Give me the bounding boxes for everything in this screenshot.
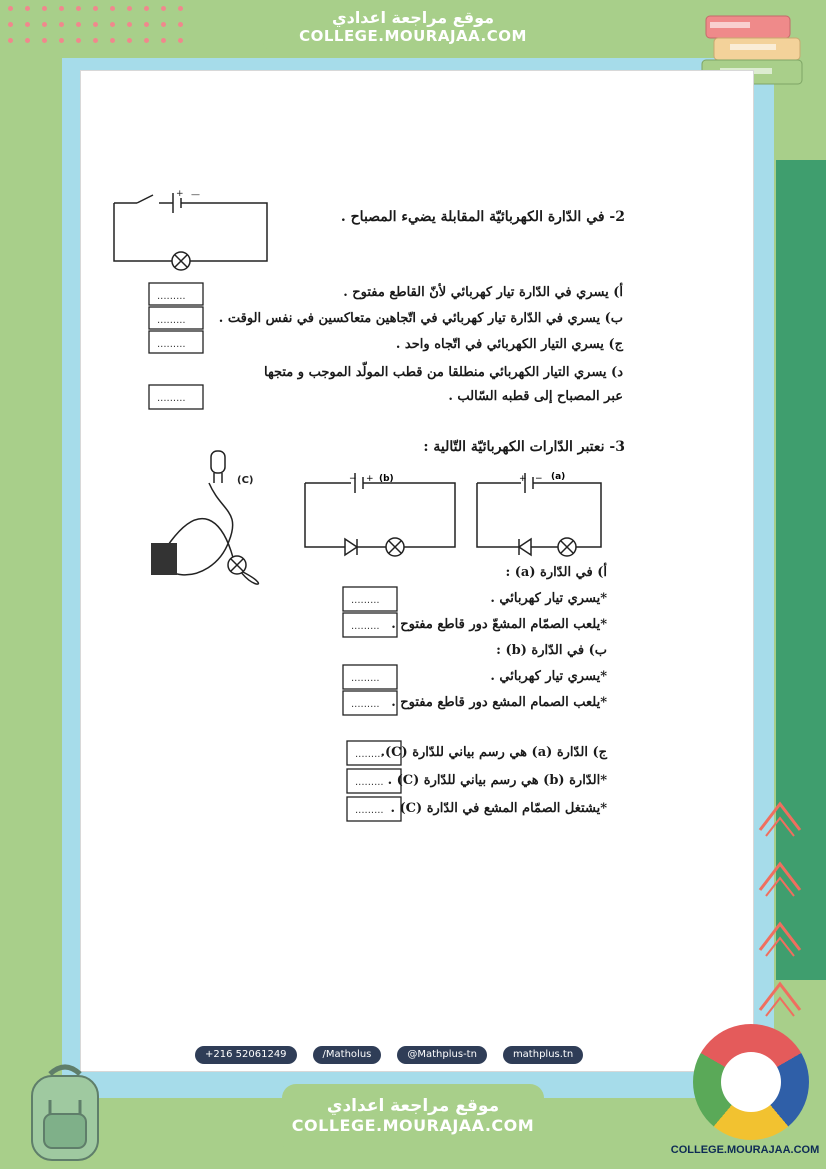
svg-text:.........: ......... bbox=[157, 315, 186, 326]
part-b-item-2: *يلعب الصمام المشع دور قاطع مفتوح . bbox=[391, 695, 607, 710]
svg-text:+: + bbox=[176, 189, 184, 199]
decorative-dot bbox=[178, 6, 183, 11]
label-a: (a) bbox=[551, 472, 566, 482]
decorative-dot bbox=[76, 22, 81, 27]
svg-text:.........: ......... bbox=[351, 673, 380, 684]
exercise2-item-d: د) يسري التيار الكهربائي منطلقا من قطب المولّد الموجب و متجها bbox=[264, 365, 623, 380]
decorative-dot bbox=[110, 6, 115, 11]
svg-text:+: + bbox=[366, 474, 374, 484]
left-green-border bbox=[0, 0, 62, 1169]
backpack-icon bbox=[20, 1060, 110, 1165]
instagram-link[interactable]: @Mathplus-tn bbox=[397, 1046, 487, 1064]
header-site-arabic: موقع مراجعة اعدادي bbox=[331, 8, 495, 27]
svg-text:—: — bbox=[191, 190, 200, 200]
chevron-up-icon bbox=[756, 790, 804, 838]
decorative-dot bbox=[144, 22, 149, 27]
decorative-dot bbox=[178, 22, 183, 27]
decorative-dot bbox=[178, 38, 183, 43]
svg-text:−: − bbox=[535, 474, 543, 484]
exercise2-item-a: أ) يسري في الدّارة تيار كهربائي لأنّ القاطع مفتوح . bbox=[343, 285, 623, 300]
decorative-dot bbox=[76, 6, 81, 11]
website-link[interactable]: mathplus.tn bbox=[503, 1046, 583, 1064]
svg-text:.........: ......... bbox=[351, 699, 380, 710]
decorative-dot bbox=[25, 6, 30, 11]
social-links-bar bbox=[195, 1046, 583, 1064]
chevron-up-icon bbox=[756, 910, 804, 958]
exercise2-title: 2- في الدّارة الكهربائيّة المقابلة يضيء المصباح . bbox=[340, 209, 625, 225]
decorative-dot bbox=[8, 22, 13, 27]
decorative-dot bbox=[110, 38, 115, 43]
footer-banner bbox=[282, 1084, 544, 1154]
decorative-dot bbox=[127, 38, 132, 43]
decorative-dot bbox=[25, 38, 30, 43]
exercise2-item-d-cont: عبر المصباح إلى قطبه السّالب . bbox=[448, 389, 623, 404]
phone-link[interactable]: +216 52061249 bbox=[195, 1046, 297, 1064]
header-banner bbox=[262, 0, 564, 52]
decorative-dot bbox=[127, 22, 132, 27]
decorative-dot bbox=[93, 22, 98, 27]
svg-text:.........: ......... bbox=[355, 777, 384, 788]
decorative-dot bbox=[127, 6, 132, 11]
decorative-dot bbox=[59, 38, 64, 43]
site-logo[interactable] bbox=[693, 1024, 809, 1140]
svg-text:.........: ......... bbox=[351, 621, 380, 632]
decorative-dot bbox=[161, 38, 166, 43]
part-c-item-1: ج) الدّارة (a) هي رسم بياني للدّارة (C). bbox=[380, 745, 607, 760]
svg-text:.........: ......... bbox=[355, 805, 384, 816]
decorative-dot bbox=[76, 38, 81, 43]
part-a-title: أ) في الدّارة (a) : bbox=[505, 565, 607, 580]
decorative-dot bbox=[42, 6, 47, 11]
decorative-dot bbox=[161, 22, 166, 27]
svg-text:.........: ......... bbox=[351, 595, 380, 606]
svg-text:+: + bbox=[519, 474, 527, 484]
exercise2-item-b: ب) يسري في الدّارة تيار كهربائي في اتّجاهين متعاكسين في نفس الوقت . bbox=[218, 311, 623, 326]
exercise2-item-c: ج) يسري التيار الكهربائي في اتّجاه واحد . bbox=[395, 337, 623, 352]
decorative-dot bbox=[59, 6, 64, 11]
part-c-item-3: *يشتغل الصمّام المشع في الدّارة (C) . bbox=[390, 801, 607, 816]
footer-site-english[interactable]: COLLEGE.MOURAJAA.COM bbox=[291, 1116, 535, 1135]
decorative-dot bbox=[144, 6, 149, 11]
decorative-dot bbox=[59, 22, 64, 27]
logo-caption: COLLEGE.MOURAJAA.COM bbox=[670, 1144, 820, 1156]
chevron-up-icon bbox=[756, 850, 804, 898]
part-b-item-1: *يسري تيار كهربائي . bbox=[490, 669, 607, 684]
part-a-item-1: *يسري تيار كهربائي . bbox=[490, 591, 607, 606]
decorative-dot bbox=[93, 38, 98, 43]
decorative-dot bbox=[110, 22, 115, 27]
svg-text:.........: ......... bbox=[157, 393, 186, 404]
footer-site-arabic: موقع مراجعة اعدادي bbox=[326, 1096, 500, 1116]
part-a-item-2: *يلعب الصمّام المشعّ دور قاطع مفتوح . bbox=[391, 617, 607, 632]
facebook-link[interactable]: /Matholus bbox=[313, 1046, 382, 1064]
decorative-dots bbox=[8, 6, 198, 54]
svg-text:−: − bbox=[349, 474, 357, 484]
chevron-up-icon bbox=[756, 970, 804, 1018]
worksheet-page bbox=[80, 70, 754, 1072]
decorative-dot bbox=[25, 22, 30, 27]
label-b: (b) bbox=[379, 474, 394, 484]
decorative-dot bbox=[8, 38, 13, 43]
part-b-title: ب) في الدّارة (b) : bbox=[496, 643, 607, 658]
exercise3-title: 3- نعتبر الدّارات الكهربائيّة التّالية : bbox=[423, 439, 625, 455]
decorative-dot bbox=[144, 38, 149, 43]
svg-text:.........: ......... bbox=[355, 749, 384, 760]
decorative-dot bbox=[42, 22, 47, 27]
svg-text:.........: ......... bbox=[157, 291, 186, 302]
label-c: (C) bbox=[237, 475, 254, 486]
header-site-english[interactable]: COLLEGE.MOURAJAA.COM bbox=[299, 27, 527, 45]
decorative-dot bbox=[161, 6, 166, 11]
decorative-dot bbox=[42, 38, 47, 43]
part-c-item-2: *الدّارة (b) هي رسم بياني للدّارة (C) . bbox=[387, 773, 607, 788]
decorative-dot bbox=[93, 6, 98, 11]
decorative-dot bbox=[8, 6, 13, 11]
svg-text:.........: ......... bbox=[157, 339, 186, 350]
